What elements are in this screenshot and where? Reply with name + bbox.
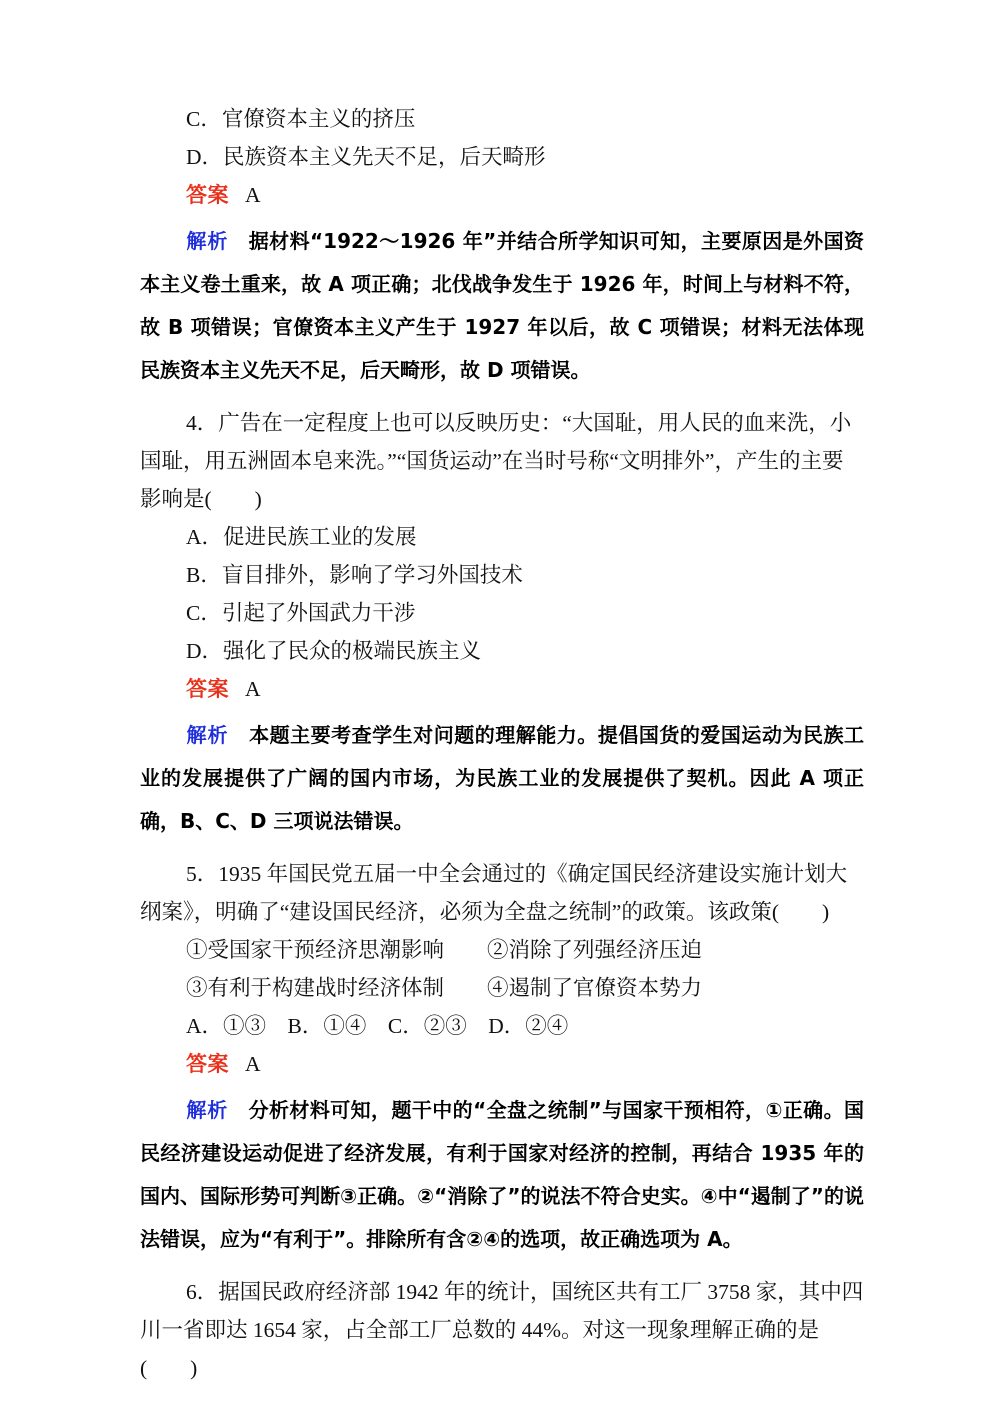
question-4 [140, 404, 864, 843]
question-5 [140, 855, 864, 1261]
parse-label: 解析 [186, 1098, 229, 1122]
question-6-stem: 6．据国民政府经济部 1942 年的统计，国统区共有工厂 3758 家，其中四川一省即达 1654 家，占全部工厂总数的 44%。对这一现象理解正确的是( ) [140, 1280, 864, 1380]
q5-statement-row-1: ①受国家干预经济思潮影响 ②消除了列强经济压迫 [186, 938, 703, 962]
parse-label: 解析 [186, 723, 229, 747]
question-4-stem: 4．广告在一定程度上也可以反映历史：“大国耻，用人民的血来洗，小国耻，用五洲固本皂来洗。”“国货运动”在当时号称“文明排外”，产生的主要影响是( ) [140, 411, 852, 511]
question-6 [140, 1273, 864, 1387]
q5-answer-row [140, 1045, 864, 1083]
q4-explanation-block [140, 714, 864, 843]
explanation-text: 据材料“1922～1926 年”并结合所学知识可知，主要原因是外国资本主义卷土重来，故 A 项正确；北伐战争发生于 1926 年，时间上与材料不符，故 B 项错误；官僚资本主义产生于 1927 年以后，故 C 项错误；材料无法体现民族资本主义先天不足，后天畸形，故 D 项错误。 [140, 229, 865, 382]
q5-options-row[interactable]: A．①③ B．①④ C．②③ D．②④ [186, 1014, 569, 1038]
page-content [140, 100, 864, 1387]
q4-option-a[interactable]: A．促进民族工业的发展 [186, 525, 417, 549]
q4-explanation-text: 本题主要考查学生对问题的理解能力。提倡国货的爱国运动为民族工业的发展提供了广阔的国内市场，为民族工业的发展提供了契机。因此 A 项正确，B、C、D 三项说法错误。 [140, 723, 865, 833]
q5-explanation-block [140, 1089, 864, 1261]
parse-label: 解析 [186, 229, 229, 253]
spacer [140, 392, 864, 404]
spacer [140, 1261, 864, 1273]
question-3-tail [140, 100, 864, 392]
q4-option-c[interactable]: C．引起了外国武力干涉 [186, 601, 416, 625]
q5-statement-row-2: ③有利于构建战时经济体制 ④遏制了官僚资本势力 [186, 976, 703, 1000]
q4-answer-row [140, 670, 864, 708]
q4-answer-value: A [245, 677, 261, 701]
q5-explanation-text: 分析材料可知，题干中的“全盘之统制”与国家干预相符，①正确。国民经济建设运动促进了经济发展，有利于国家对经济的控制，再结合 1935 年的国内、国际形势可判断③正确。②“消除了”的说法不符合史实。④中“遏制了”的说法错误，应为“有利于”。排除所有含②④的选项，故正确选项为 A。 [140, 1098, 864, 1251]
answer-label: 答案 [186, 677, 229, 701]
answer-label: 答案 [186, 183, 229, 207]
answer-value: A [245, 183, 261, 207]
q4-option-b[interactable]: B．盲目排外，影响了学习外国技术 [186, 563, 523, 587]
q4-option-d[interactable]: D．强化了民众的极端民族主义 [186, 639, 482, 663]
q5-answer-value: A [245, 1052, 261, 1076]
answer-label: 答案 [186, 1052, 229, 1076]
option-d[interactable]: D．民族资本主义先天不足，后天畸形 [186, 145, 546, 169]
answer-row [140, 176, 864, 214]
option-c[interactable]: C．官僚资本主义的挤压 [186, 107, 416, 131]
question-5-stem: 5．1935 年国民党五届一中全会通过的《确定国民经济建设实施计划大纲案》，明确了“建设国民经济，必须为全盘之统制”的政策。该政策( ) [140, 862, 848, 924]
spacer [140, 843, 864, 855]
explanation-block [140, 220, 864, 392]
